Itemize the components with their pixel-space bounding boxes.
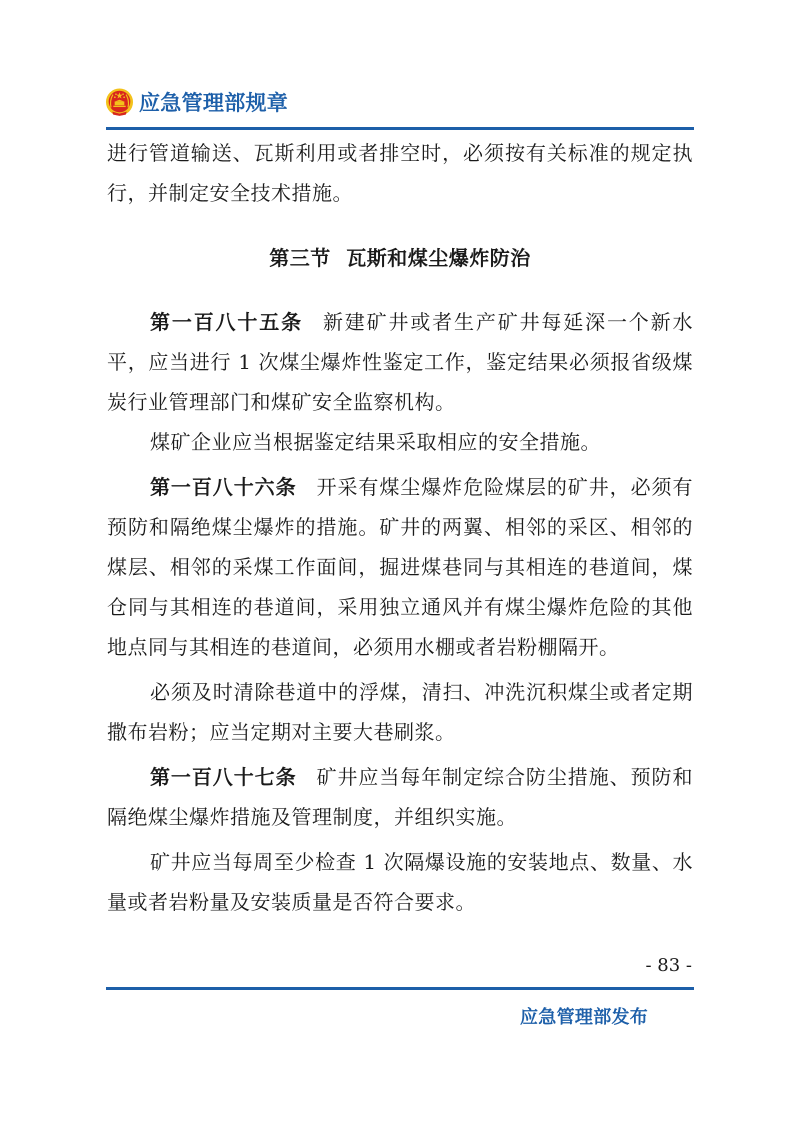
footer-publisher: 应急管理部发布 — [520, 1007, 649, 1028]
body-text-line: 仓同与其相连的巷道间，采用独立通风并有煤尘爆炸危险的其他 — [107, 595, 693, 619]
body-text-line: 隔绝煤尘爆炸措施及管理制度，并组织实施。 — [107, 805, 517, 829]
body-paragraph — [107, 842, 693, 922]
section-heading: 第三节 瓦斯和煤尘爆炸防治 — [269, 246, 531, 270]
body-paragraph — [107, 422, 693, 462]
body-text-line — [107, 757, 693, 797]
body-text-line: 地点同与其相连的巷道间，必须用水棚或者岩粉棚隔开。 — [107, 635, 620, 659]
document-body — [107, 133, 693, 922]
article-first-line-text: 矿井应当每年制定综合防尘措施、预防和 — [316, 765, 693, 789]
article-label: 第一百八十六条 — [150, 475, 297, 499]
article-paragraph — [107, 302, 693, 422]
header-divider — [106, 127, 694, 130]
article-label: 第一百八十五条 — [150, 310, 303, 334]
national-emblem-icon — [105, 88, 134, 117]
body-text-line: 煤矿企业应当根据鉴定结果采取相应的安全措施。 — [150, 430, 601, 454]
body-text-line: 必须及时清除巷道中的浮煤，清扫、冲洗沉积煤尘或者定期 — [150, 680, 693, 704]
article-first-line-text: 开采有煤尘爆炸危险煤层的矿井，必须有 — [316, 475, 693, 499]
body-text-line: 平，应当进行 1 次煤尘爆炸性鉴定工作，鉴定结果必须报省级煤 — [107, 350, 693, 374]
article-first-line-text: 新建矿井或者生产矿井每延深一个新水 — [322, 310, 694, 334]
body-text-line: 矿井应当每周至少检查 1 次隔爆设施的安装地点、数量、水 — [150, 850, 693, 874]
body-text-line: 撒布岩粉；应当定期对主要大巷刷浆。 — [107, 720, 456, 744]
body-text-line: 预防和隔绝煤尘爆炸的措施。矿井的两翼、相邻的采区、相邻的 — [107, 515, 693, 539]
body-text-line — [107, 302, 693, 342]
body-text-line: 煤层、相邻的采煤工作面间，掘进煤巷同与其相连的巷道间，煤 — [107, 555, 693, 579]
body-text-line: 行，并制定安全技术措施。 — [107, 181, 353, 205]
body-text-line — [107, 467, 693, 507]
body-text-line: 炭行业管理部门和煤矿安全监察机构。 — [107, 390, 456, 414]
article-label: 第一百八十七条 — [150, 765, 297, 789]
footer-divider — [106, 987, 694, 990]
article-paragraph — [107, 757, 693, 837]
header-title: 应急管理部规章 — [139, 91, 289, 115]
page-number: - 83 - — [645, 955, 692, 976]
body-text-line: 进行管道输送、瓦斯利用或者排空时，必须按有关标准的规定执 — [107, 141, 693, 165]
continuation-paragraph — [107, 133, 693, 213]
body-paragraph — [107, 672, 693, 752]
article-paragraph — [107, 467, 693, 667]
body-text-line: 量或者岩粉量及安装质量是否符合要求。 — [107, 890, 476, 914]
